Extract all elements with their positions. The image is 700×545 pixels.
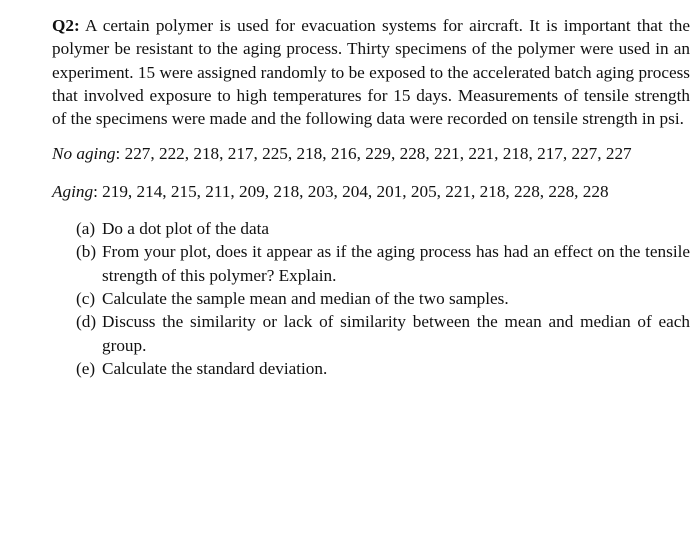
- no-aging-label: No aging: [52, 144, 116, 164]
- part-e-text: Calculate the standard deviation.: [102, 358, 328, 378]
- part-d: [52, 310, 690, 357]
- part-a-marker: (a): [76, 219, 96, 239]
- question-document: [52, 14, 690, 380]
- aging-values: 219, 214, 215, 211, 209, 218, 203, 204, 201, 205, 221, 218, 228, 228, 228: [102, 181, 609, 201]
- part-c-marker: (c): [76, 288, 96, 308]
- no-aging-data: No aging: 227, 222, 218, 217, 225, 218, 216, 229, 228, 221, 221, 218, 217, 227, 227: [52, 144, 632, 164]
- part-d-text: Discuss the similarity or lack of similarity between the mean and median of each group.: [102, 312, 690, 355]
- part-b-text: From your plot, does it appear as if the aging process has had an effect on the tensile strength of this polymer? Explain.: [102, 242, 690, 285]
- question-parts-list: [52, 217, 690, 380]
- part-d-marker: (d): [76, 312, 97, 332]
- part-b: [52, 240, 690, 287]
- part-b-marker: (b): [76, 242, 97, 262]
- question-paragraph: [52, 14, 690, 130]
- part-e: [52, 357, 690, 380]
- question-text: A certain polymer is used for evacuation systems for aircraft. It is important that the polymer be resistant to the aging process. Thirty specimens of the polymer were used in an experiment. 15 were assigned randomly to be exposed to the accelerated batch aging process that involved exposure to high temperatures for 15 days. Measurements of tensile strength of the specimens were made and the following data were recorded on tensile strength in psi.: [52, 16, 690, 129]
- question-label: Q2:: [52, 16, 80, 35]
- no-aging-values: 227, 222, 218, 217, 225, 218, 216, 229, 228, 221, 221, 218, 217, 227, 227: [124, 144, 632, 164]
- part-c: [52, 287, 690, 310]
- aging-label: Aging: [52, 181, 94, 201]
- part-c-text: Calculate the sample mean and median of the two samples.: [102, 288, 509, 308]
- aging-data: Aging: 219, 214, 215, 211, 209, 218, 203, 204, 201, 205, 221, 218, 228, 228, 228: [52, 181, 609, 201]
- part-e-marker: (e): [76, 358, 96, 378]
- part-a-text: Do a dot plot of the data: [102, 219, 270, 239]
- part-a: [52, 217, 690, 240]
